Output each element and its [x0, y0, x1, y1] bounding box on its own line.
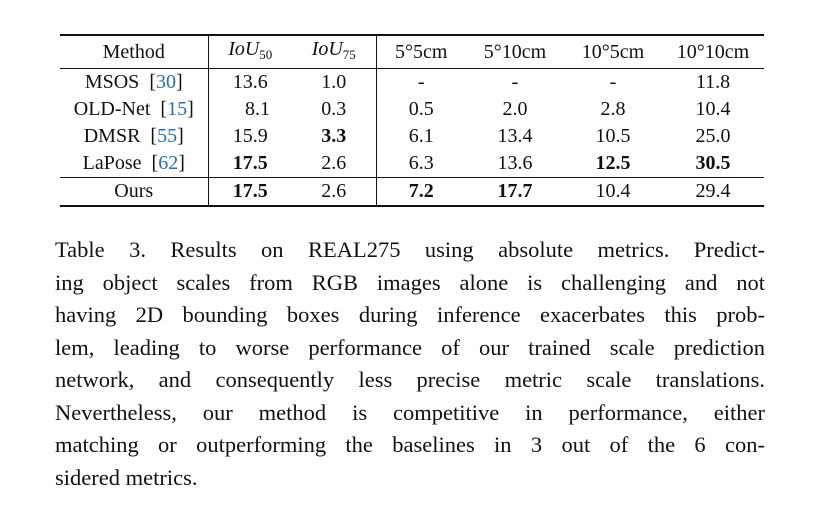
header-iou75: IoU$_{75}$ — [292, 35, 376, 69]
header-5deg-5cm: 5°5cm — [376, 35, 466, 69]
m5-5-cell: 7.2 — [376, 178, 466, 207]
table-header-row — [60, 35, 764, 69]
citation-link[interactable]: 62 — [158, 152, 179, 174]
m5-5-cell: 6.3 — [408, 152, 434, 174]
table-caption — [55, 234, 765, 494]
table-row — [60, 150, 764, 178]
header-method: Method — [60, 35, 208, 69]
citation-link[interactable]: 15 — [167, 98, 188, 120]
method-cell: Ours — [60, 178, 208, 207]
method-cell: LaPose [62] — [60, 150, 208, 178]
m5-5-cell: 6.1 — [408, 125, 434, 147]
m5-10-cell: 13.6 — [497, 152, 533, 174]
m10-5-cell: - — [564, 69, 662, 97]
iou50-cell: 13.6 — [208, 69, 292, 97]
table-row — [60, 96, 764, 123]
caption-line: ing object scales from RGB images alone is challenging and not — [55, 269, 765, 295]
caption-line: lem, leading to worse performance of our trained scale prediction — [55, 334, 765, 360]
header-10deg-5cm: 10°5cm — [564, 35, 662, 69]
m10-5-cell: 12.5 — [595, 152, 631, 174]
header-10deg-10cm: 10°10cm — [662, 35, 764, 69]
m10-5-cell: 2.8 — [600, 98, 626, 120]
m5-5-cell: - — [376, 69, 466, 97]
header-5deg-10cm: 5°10cm — [466, 35, 564, 69]
table-row-ours — [60, 178, 764, 207]
m10-5-cell: 10.4 — [564, 178, 662, 207]
caption-line: Table 3. Results on REAL275 using absolute metrics. Predict- — [55, 237, 765, 262]
citation-link[interactable]: 55 — [157, 125, 178, 147]
m10-10-cell: 11.8 — [662, 69, 764, 97]
iou75-cell: 2.6 — [292, 150, 376, 178]
iou50-cell: 8.1 — [245, 98, 270, 120]
m5-10-cell: 13.4 — [497, 125, 533, 147]
caption-line: sidered metrics. — [55, 464, 198, 490]
iou75-cell: 3.3 — [292, 123, 376, 150]
m10-10-cell: 29.4 — [662, 178, 764, 207]
citation-link[interactable]: 30 — [155, 71, 176, 93]
iou75-cell: 1.0 — [292, 69, 376, 97]
table-row — [60, 69, 764, 97]
caption-line: matching or outperforming the baselines in 3 out of the 6 con- — [55, 432, 765, 457]
m5-10-cell: - — [466, 69, 564, 97]
iou50-cell: 17.5 — [208, 178, 292, 207]
iou50-cell: 17.5 — [232, 152, 268, 174]
m10-10-cell: 25.0 — [695, 125, 731, 147]
m5-10-cell: 2.0 — [502, 98, 528, 120]
results-table — [60, 34, 764, 207]
iou75-cell: 2.6 — [292, 178, 376, 207]
iou75-cell: 0.3 — [292, 96, 376, 123]
method-cell: DMSR [55] — [60, 123, 208, 150]
m10-10-cell: 10.4 — [695, 98, 731, 120]
caption-line: Nevertheless, our method is competitive in performance, either — [55, 399, 765, 425]
table-row — [60, 123, 764, 150]
header-iou50: IoU$_{50}$ — [208, 35, 292, 69]
results-table-container — [60, 34, 764, 207]
m10-5-cell: 10.5 — [595, 125, 631, 147]
method-cell: OLD-Net [15] — [60, 96, 208, 123]
method-cell: MSOS [30] — [60, 69, 208, 97]
m5-5-cell: 0.5 — [408, 98, 434, 120]
caption-line: having 2D bounding boxes during inference exacerbates this prob- — [55, 302, 765, 327]
m5-10-cell: 17.7 — [466, 178, 564, 207]
iou50-cell: 15.9 — [232, 125, 268, 147]
m10-10-cell: 30.5 — [695, 152, 731, 174]
caption-line: network, and consequently less precise metric scale translations. — [55, 367, 765, 392]
